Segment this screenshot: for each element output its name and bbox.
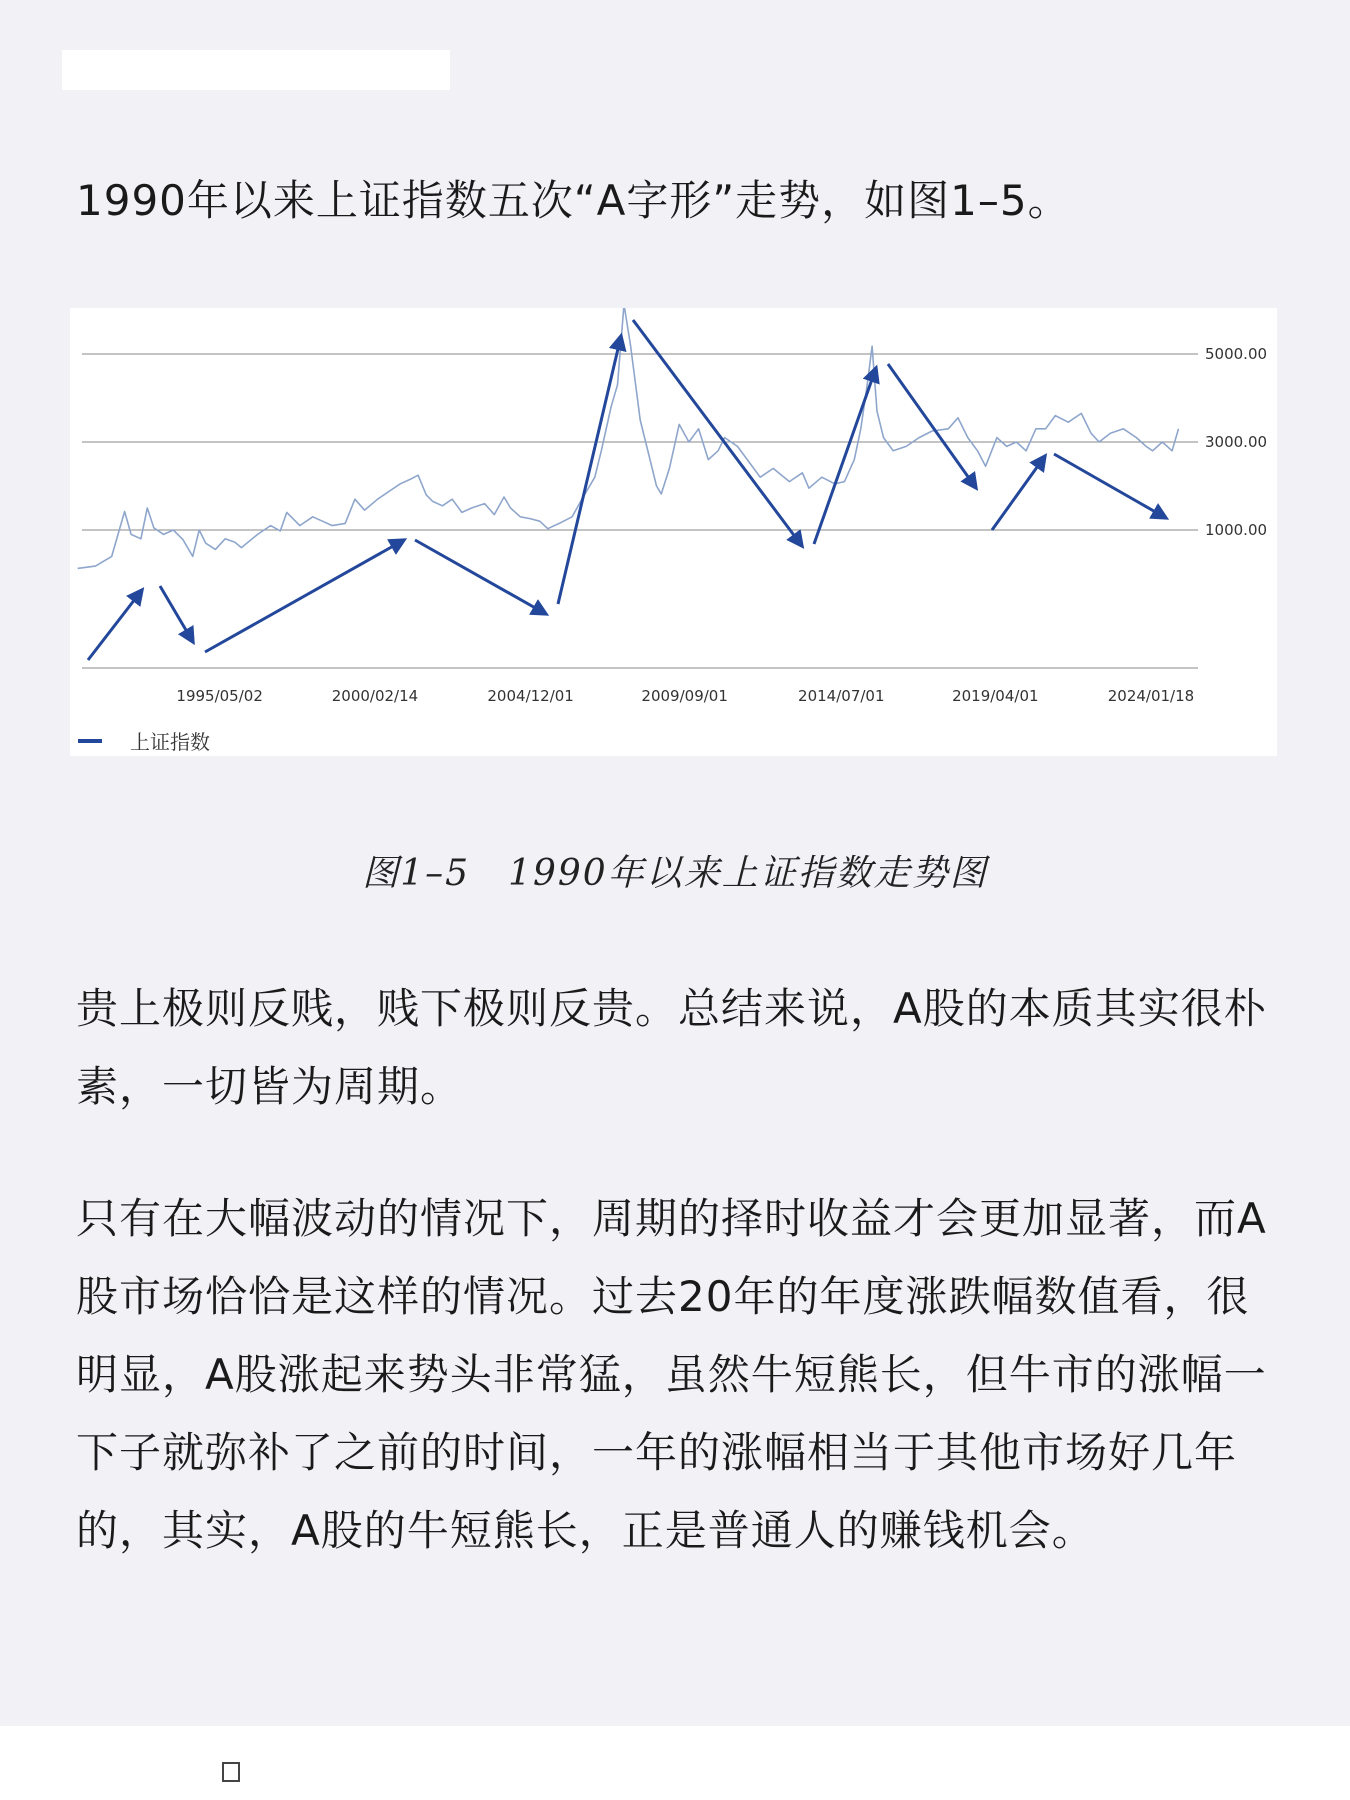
paragraph-2: 只有在大幅波动的情况下，周期的择时收益才会更加显著，而A股市场恰恰是这样的情况。过去20年的年度涨跌幅数值看，很明显，A股涨起来势头非常猛，虽然牛短熊长，但牛市的涨幅一下子就弥补了之前的时间，一年的涨幅相当于其他市场好几年的，其实，A股的牛短熊长，正是普通人的赚钱机会。 — [76, 1194, 1267, 1555]
chart-legend — [78, 726, 210, 755]
x-tick-label: 2024/01/18 — [1107, 687, 1195, 705]
trend-arrow — [415, 540, 546, 614]
bottom-bar — [0, 1726, 1350, 1800]
x-tick-label: 2000/02/14 — [331, 687, 419, 705]
intro-text: 1990年以来上证指数五次“A字形”走势，如图1–5。 — [76, 176, 1071, 225]
figure-caption: 图1–5 1990年以来上证指数走势图 — [362, 853, 988, 894]
trend-arrow — [205, 540, 404, 652]
x-tick-label: 2004/12/01 — [487, 687, 574, 705]
trend-arrow — [88, 590, 142, 660]
legend-label: 上证指数 — [130, 730, 210, 754]
shanghai-index-chart — [70, 308, 1277, 756]
checkbox-icon[interactable] — [222, 1762, 240, 1782]
trend-arrow — [992, 456, 1045, 530]
y-tick-label: 1000.00 — [1205, 521, 1268, 539]
series-line — [78, 308, 1179, 568]
x-tick-label: 2014/07/01 — [798, 687, 885, 705]
x-tick-label: 2019/04/01 — [952, 687, 1039, 705]
trend-arrow — [814, 368, 876, 544]
x-tick-label: 1995/05/02 — [176, 687, 263, 705]
legend-swatch — [78, 739, 102, 743]
y-tick-label: 3000.00 — [1205, 433, 1268, 451]
trend-arrow — [558, 336, 621, 604]
paragraph-1: 贵上极则反贱，贱下极则反贵。总结来说，A股的本质其实很朴素，一切皆为周期。 — [76, 984, 1267, 1111]
top-banner-bar — [62, 50, 450, 90]
trend-arrow — [160, 586, 193, 642]
y-tick-label: 5000.00 — [1205, 345, 1268, 363]
trend-arrow — [1054, 454, 1166, 518]
chart-card — [70, 308, 1277, 756]
x-tick-label: 2009/09/01 — [641, 687, 728, 705]
